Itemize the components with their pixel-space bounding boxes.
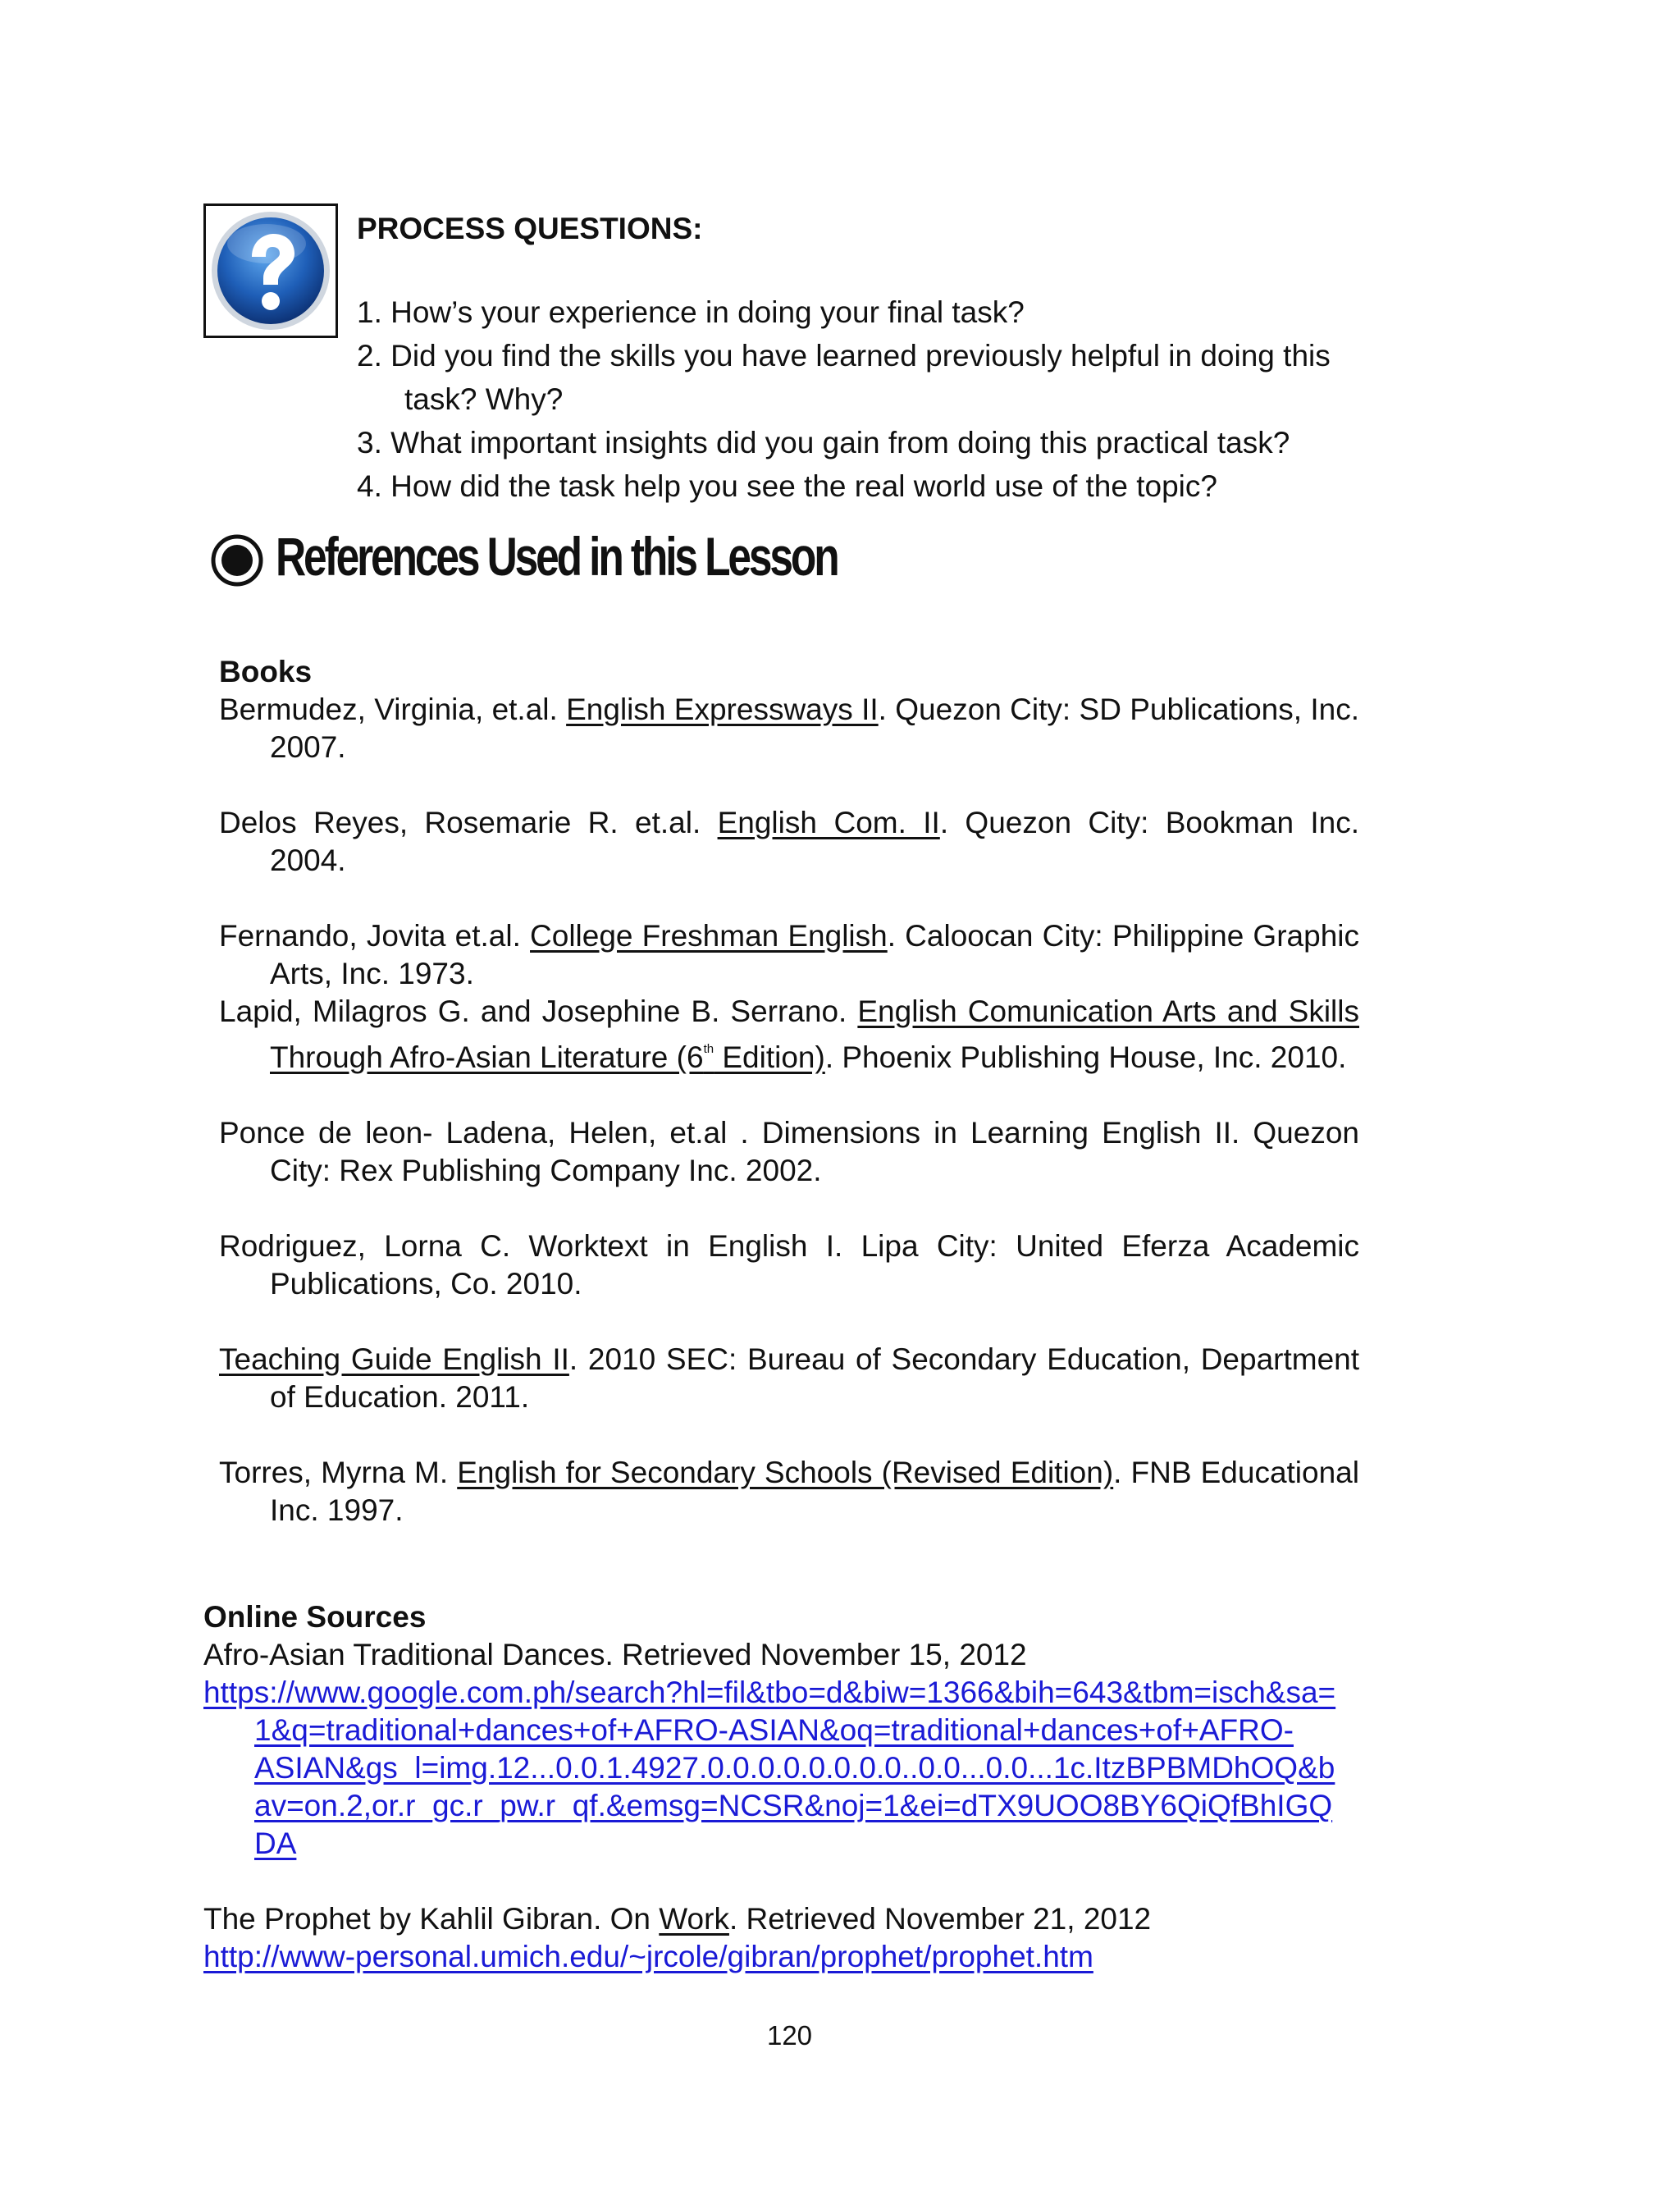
reference-lapid: Lapid, Milagros G. and Josephine B. Serrano. English Comunication Arts and Skills Through Afro-Asian Literature (6th Edition). Phoenix Publishing House, Inc. 2010.	[219, 994, 1359, 1074]
books-section	[219, 653, 1359, 1529]
reference-delos-reyes: Delos Reyes, Rosemarie R. et.al. English_Com. II. Quezon City: Bookman Inc. 2004.	[219, 806, 1359, 877]
reference-torres: Torres, Myrna M. English for Secondary Schools (Revised Edition). FNB Educational Inc. 1997.	[219, 1456, 1359, 1527]
book-title: English Expressways II	[566, 693, 879, 726]
radio-bullet-icon	[210, 533, 264, 588]
process-questions-title: PROCESS QUESTIONS:	[357, 212, 703, 245]
question-2: 2. Did you find the skills you have learned previously helpful in doing this	[357, 339, 1331, 373]
books-label: Books	[219, 655, 313, 688]
online-source-prophet: The Prophet by Kahlil Gibran. On Work. Retrieved November 21, 2012	[203, 1902, 1152, 1936]
online-sources-section	[203, 1598, 1368, 1976]
question-2-continued: task? Why?	[404, 382, 564, 416]
question-1: 1. How’s your experience in doing your final task?	[357, 295, 1025, 329]
question-4: 4. How did the task help you see the real world use of the topic?	[357, 469, 1217, 503]
book-title: English_Com. II	[717, 806, 940, 839]
book-title: English Comunication Arts and Skills Through Afro-Asian Literature (6th Edition)	[270, 994, 1359, 1074]
book-title: College Freshman English	[530, 919, 888, 953]
reference-rodriguez: Rodriguez, Lorna C. Worktext in English I. Lipa City: United Eferza Academic Publications, Co. 2010.	[219, 1229, 1359, 1301]
question-mark-icon	[203, 203, 338, 338]
reference-fernando: Fernando, Jovita et.al. College Freshman English. Caloocan City: Philippine Graphic Arts, Inc. 1973.	[219, 919, 1359, 990]
references-title: References Used in this Lesson	[276, 526, 838, 587]
question-3: 3. What important insights did you gain from doing this practical task?	[357, 426, 1290, 459]
book-title: Teaching Guide English II	[219, 1342, 569, 1376]
online-source-prophet-link[interactable]: http://www-personal.umich.edu/~jrcole/gibran/prophet/prophet.htm	[203, 1940, 1093, 1973]
reference-bermudez: Bermudez, Virginia, et.al. English Expressways II. Quezon City: SD Publications, Inc. 2007.	[219, 693, 1359, 764]
online-sources-label: Online Sources	[203, 1600, 427, 1634]
online-source-dances-link[interactable]: https://www.google.com.ph/search?hl=fil&tbo=d&biw=1366&bih=643&tbm=isch&sa= 1&q=traditional+dances+of+AFRO-ASIAN&oq=traditional+dances+of+AFRO- ASIAN&gs_l=img.12...0.0.1.4927.0.0.0.0.0.0.0.0..0.0...0.0...1c.ItzBPBMDhOQ&b av=on.2,or.r_gc.r_pw.r_qf.&emsg=NCSR&noj=1&ei=dTX9UOO8BY6QiQfBhIGQ DA	[203, 1676, 1336, 1860]
page-number: 120	[766, 2020, 813, 2051]
book-title: English for Secondary Schools (Revised Edition)	[457, 1456, 1114, 1489]
process-questions-list	[357, 290, 1423, 508]
reference-ponce-de-leon: Ponce de leon- Ladena, Helen, et.al . Dimensions in Learning English II. Quezon City: Rex Publishing Company Inc. 2002.	[219, 1116, 1359, 1187]
reference-teaching-guide: Teaching Guide English II. 2010 SEC: Bureau of Secondary Education, Department of Education. 2011.	[219, 1342, 1360, 1414]
online-source-dances: Afro-Asian Traditional Dances. Retrieved November 15, 2012	[203, 1638, 1027, 1671]
